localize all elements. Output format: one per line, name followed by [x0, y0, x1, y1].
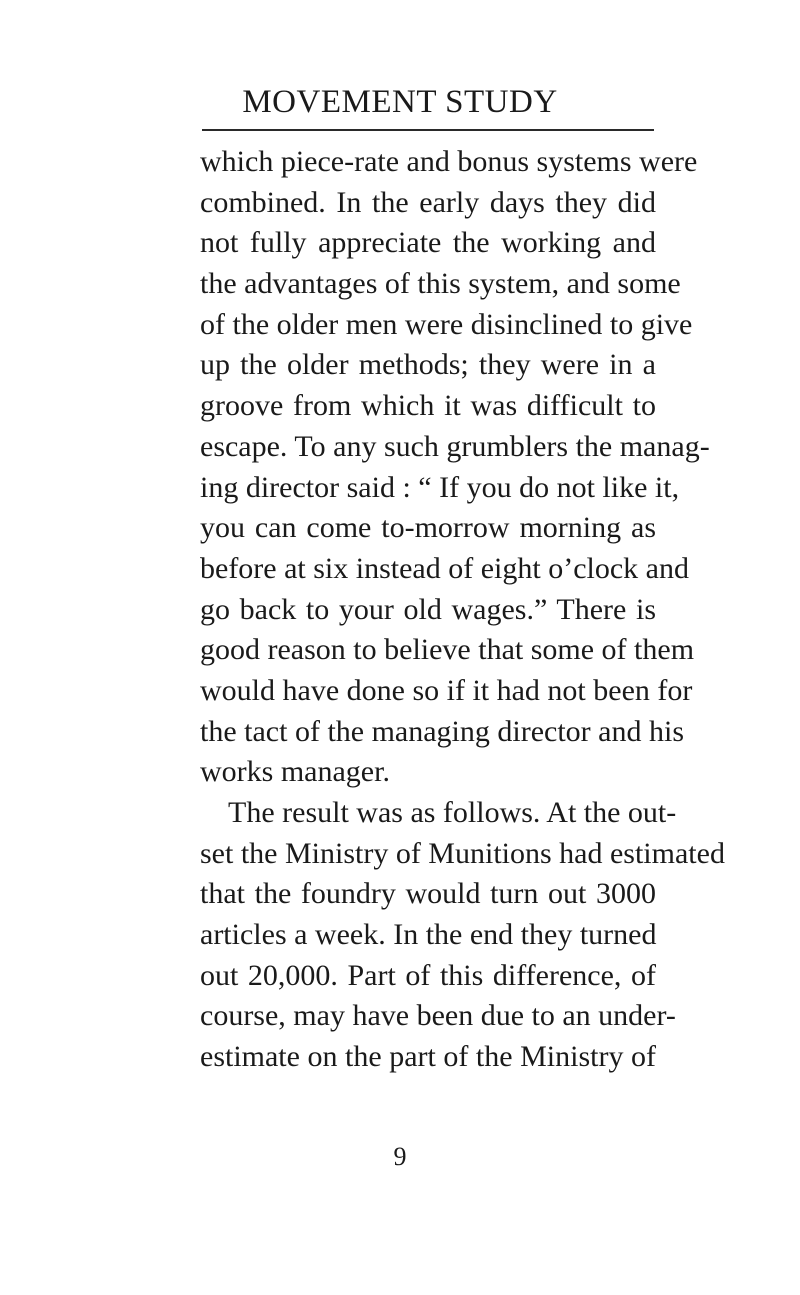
text-line: the tact of the managing director and his	[200, 714, 684, 748]
text-line: articles a week. In the end they turned	[200, 918, 657, 952]
running-head: MOVEMENT STUDY	[242, 84, 558, 120]
page-number: 9	[393, 1142, 407, 1171]
text-line: good reason to believe that some of them	[200, 633, 695, 667]
text-line: course, may have been due to an under-	[200, 999, 676, 1033]
text-line: escape. To any such grumblers the manag-	[200, 429, 710, 463]
head-rule	[202, 129, 654, 131]
text-line: would have done so if it had not been for	[200, 673, 693, 707]
text-line: which piece-rate and bonus systems were	[200, 145, 698, 178]
text-line: The result was as follows. At the out-	[228, 796, 677, 829]
body-text	[200, 142, 725, 1078]
text-line: out 20,000. Part of this difference, of	[200, 958, 656, 992]
text-line: ing director said : “ If you do not like it,	[200, 470, 680, 504]
text-line: estimate on the part of the Ministry of	[200, 1040, 656, 1074]
text-line: you can come to-morrow morning as	[200, 511, 656, 545]
text-line: not fully appreciate the working and	[200, 226, 656, 260]
text-line: works manager.	[200, 755, 390, 789]
text-line: groove from which it was difficult to	[200, 389, 656, 423]
text-line: before at six instead of eight o’clock and	[200, 551, 689, 585]
text-line: up the older methods; they were in a	[200, 348, 656, 382]
text-line: the advantages of this system, and some	[200, 267, 681, 301]
text-line: set the Ministry of Munitions had estimated	[200, 836, 725, 870]
text-line: that the foundry would turn out 3000	[200, 877, 656, 911]
text-line: go back to your old wages.” There is	[200, 592, 656, 626]
text-line: of the older men were disinclined to give	[200, 307, 693, 341]
text-line: combined. In the early days they did	[200, 185, 656, 219]
